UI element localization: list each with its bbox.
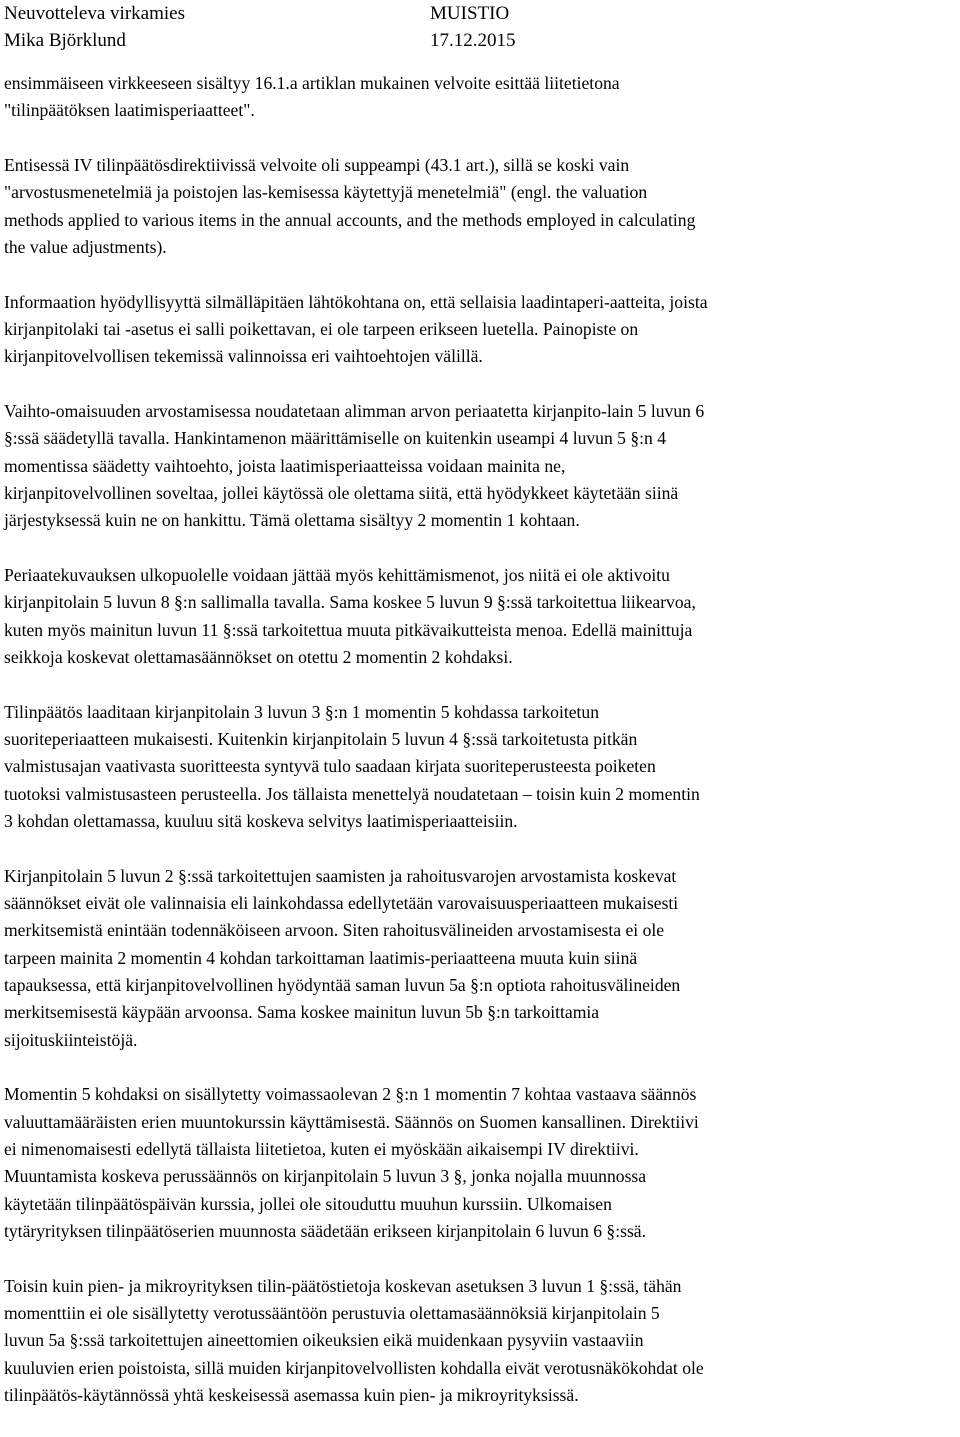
paragraph-line: sijoituskiinteistöjä. bbox=[4, 1029, 138, 1050]
paragraph-line: säännökset eivät ole valinnaisia eli lainkohdassa edellytetään varovaisuusperiaatteen mukaisesti bbox=[4, 893, 679, 914]
paragraph-line: suoriteperiaatteen mukaisesti. Kuitenkin kirjanpitolain 5 luvun 4 §:ssä tarkoitetusta pitkän bbox=[4, 729, 638, 750]
paragraph-line: Kirjanpitolain 5 luvun 2 §:ssä tarkoitettujen saamisten ja rahoitusvarojen arvostamista koskevat bbox=[4, 865, 677, 886]
paragraph-line: ensimmäiseen virkkeeseen sisältyy 16.1.a artiklan mukainen velvoite esittää liitetietona bbox=[4, 73, 620, 93]
paragraph bbox=[4, 289, 948, 371]
paragraph-line: momenttiin ei ole sisällytetty verotussääntöön perustuvia olettamasäännöksiä kirjanpitolain 5 bbox=[4, 1302, 660, 1323]
document-header bbox=[4, 0, 944, 56]
paragraph-line: tilinpäätös-käytännössä yhtä keskeisessä asemassa kuin pien- ja mikroyrityksissä. bbox=[4, 1384, 579, 1405]
paragraph bbox=[4, 699, 948, 835]
paragraph-line: §:ssä säädetyllä tavalla. Hankintamenon määrittämiselle on kuitenkin useampi 4 luvun 5 §:n 4 bbox=[4, 428, 667, 449]
header-doc-type: MUISTIO bbox=[430, 3, 510, 24]
paragraph-line: kuuluvien erien poistoista, sillä muiden kirjanpitovelvollisten kohdalla eivät verotusnäkökohdat ole bbox=[4, 1357, 704, 1378]
paragraph-line: the value adjustments). bbox=[4, 236, 167, 257]
paragraph bbox=[4, 152, 948, 261]
paragraph bbox=[4, 863, 948, 1054]
paragraph-line: Vaihto-omaisuuden arvostamisessa noudatetaan alimman arvon periaatetta kirjanpito-lain 5 luvun 6 bbox=[4, 401, 705, 422]
paragraph-line: järjestyksessä kuin ne on hankittu. Tämä olettama sisältyy 2 momentin 1 kohtaan. bbox=[4, 510, 580, 531]
paragraph-line: Momentin 5 kohdaksi on sisällytetty voimassaolevan 2 §:n 1 momentin 7 kohtaa vastaava säännös bbox=[4, 1084, 697, 1105]
paragraph-line: Entisessä IV tilinpäätösdirektiivissä velvoite oli suppeampi (43.1 art.), sillä se koski vain bbox=[4, 155, 630, 176]
paragraph-line: kirjanpitolaki tai -asetus ei salli poikettavan, ei ole tarpeen erikseen luetella. Painopiste on bbox=[4, 319, 639, 340]
paragraph-line: kirjanpitolain 5 luvun 8 §:n sallimalla tavalla. Sama koskee 5 luvun 9 §:ssä tarkoitettua liikearvoa, bbox=[4, 592, 696, 613]
paragraph-line: kirjanpitovelvollinen soveltaa, jollei käytössä ole olettama siitä, että hyödykkeet käytetään siinä bbox=[4, 483, 679, 504]
header-row-2 bbox=[4, 27, 944, 54]
paragraph-line: tapauksessa, että kirjanpitovelvollinen hyödyntää saman luvun 5a §:n optiota rahoitusvälineiden bbox=[4, 975, 681, 996]
paragraph-line: momentissa säädetty vaihtoehto, joista laatimisperiaatteissa voidaan mainita ne, bbox=[4, 455, 566, 476]
paragraph-line: Periaatekuvauksen ulkopuolelle voidaan jättää myös kehittämismenot, jos niitä ei ole aktivoitu bbox=[4, 565, 670, 586]
paragraph bbox=[4, 398, 948, 534]
header-author: Mika Björklund bbox=[4, 30, 126, 51]
paragraph bbox=[4, 1273, 948, 1409]
header-date: 17.12.2015 bbox=[430, 30, 516, 51]
header-org: Neuvotteleva virkamies bbox=[4, 3, 185, 24]
paragraph-line: methods applied to various items in the annual accounts, and the methods employed in calculating bbox=[4, 209, 696, 230]
paragraph-line: Toisin kuin pien- ja mikroyrityksen tilin-päätöstietoja koskevan asetuksen 3 luvun 1 §:ssä, tähän bbox=[4, 1275, 682, 1296]
paragraph-line: merkitsemisestä käypään arvoonsa. Sama koskee mainitun luvun 5b §:n tarkoittamia bbox=[4, 1002, 600, 1023]
paragraph-line: kuten myös mainitun luvun 11 §:ssä tarkoitettua muuta pitkävaikutteista menoa. Edellä mainittuja bbox=[4, 619, 693, 640]
paragraph-line: tarpeen mainita 2 momentin 4 kohdan tarkoittaman laatimis-periaatteena muuta kuin siinä bbox=[4, 947, 638, 968]
paragraph-line: Tilinpäätös laaditaan kirjanpitolain 3 luvun 3 §:n 1 momentin 5 kohdassa tarkoitetun bbox=[4, 701, 600, 722]
paragraph-line: tuotoksi valmistusasteen perusteella. Jos tällaista menettelyä noudatetaan – toisin kuin 2 momentin bbox=[4, 783, 700, 804]
paragraph bbox=[4, 70, 948, 125]
paragraph-line: kirjanpitovelvollisen tekemissä valinnoissa eri vaihtoehtojen välillä. bbox=[4, 346, 483, 367]
paragraph-line: ei nimenomaisesti edellytä tällaista liitetietoa, kuten ei myöskään aikaisempi IV direktiivi. bbox=[4, 1139, 639, 1159]
header-row-1 bbox=[4, 0, 944, 27]
paragraph-line: valmistusajan vaativasta suoritteesta syntyvä tulo saadaan kirjata suoriteperusteesta poiketen bbox=[4, 756, 656, 777]
paragraph-line: valuuttamääräisten erien muuntokurssin käyttämisestä. Säännös on Suomen kansallinen. Direktiivi bbox=[4, 1111, 699, 1132]
paragraph-line: "arvostusmenetelmiä ja poistojen las-kemisessa käytettyjä menetelmiä" (engl. the valuation bbox=[4, 182, 648, 203]
paragraph bbox=[4, 562, 948, 671]
paragraph-line: seikkoja koskevat olettamasäännökset on otettu 2 momentin 2 kohdaksi. bbox=[4, 647, 513, 668]
document-body bbox=[4, 70, 948, 1437]
paragraph bbox=[4, 1081, 948, 1245]
paragraph-line: Informaation hyödyllisyyttä silmälläpitäen lähtökohtana on, että sellaisia laadintaperi-aatteita, joista bbox=[4, 291, 708, 312]
paragraph-line: merkitsemistä enintään todennäköiseen arvoon. Siten rahoitusvälineiden arvostamisesta ei ole bbox=[4, 920, 665, 941]
paragraph-line: 3 kohdan olettamassa, kuuluu sitä koskeva selvitys laatimisperiaatteisiin. bbox=[4, 811, 518, 832]
paragraph-line: Muuntamista koskeva perussäännös on kirjanpitolain 5 luvun 3 §, jonka nojalla muunnossa bbox=[4, 1166, 647, 1187]
paragraph-line: tytäryrityksen tilinpäätöserien muunnosta säädetään erikseen kirjanpitolain 6 luvun 6 §:ssä. bbox=[4, 1220, 647, 1241]
paragraph-line: käytetään tilinpäätöspäivän kurssia, jollei ole sitouduttu muuhun kurssiin. Ulkomaisen bbox=[4, 1193, 612, 1214]
paragraph-line: luvun 5a §:ssä tarkoitettujen aineettomien oikeuksien eikä muidenkaan pysyviin vastaaviin bbox=[4, 1330, 644, 1351]
paragraph-line: "tilinpäätöksen laatimisperiaatteet". bbox=[4, 100, 255, 121]
